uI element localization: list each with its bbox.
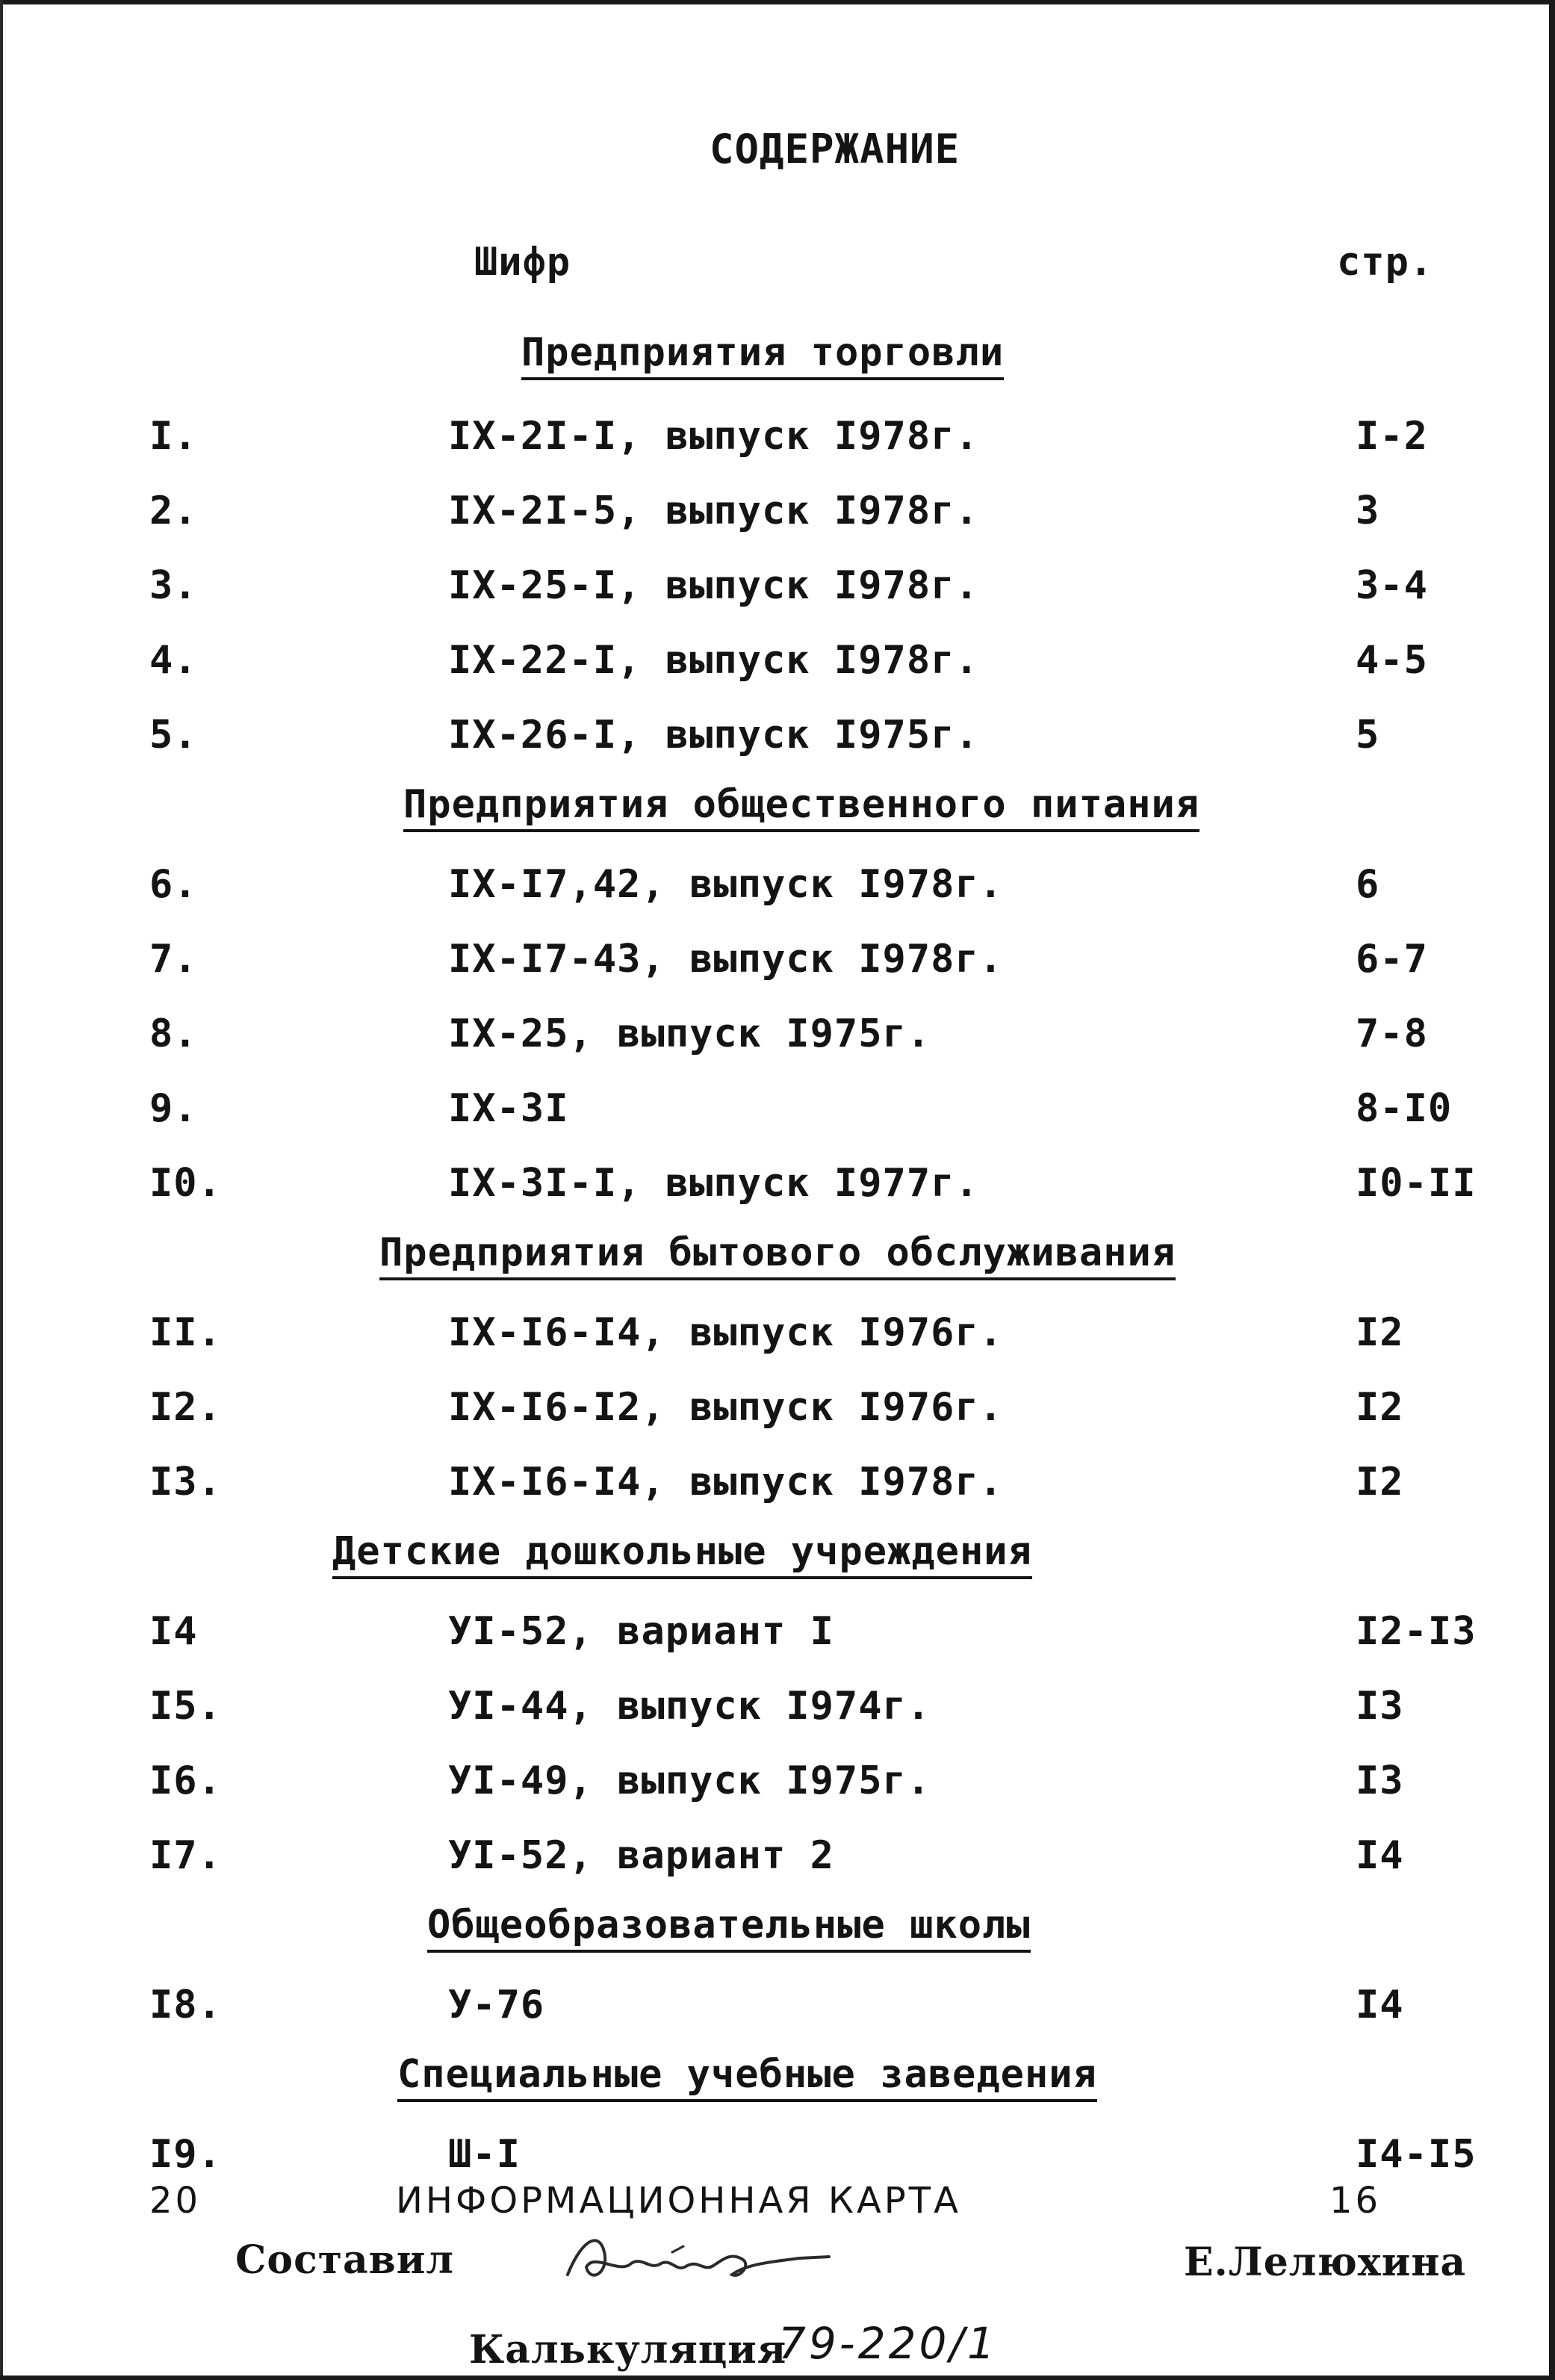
row-number: I. bbox=[149, 414, 198, 459]
row-code: Ш-I bbox=[448, 2132, 521, 2177]
row-number: 8. bbox=[149, 1011, 198, 1056]
row-number: 2. bbox=[149, 489, 198, 533]
row-number: I3. bbox=[149, 1460, 222, 1504]
row-page: I2 bbox=[1356, 1460, 1404, 1504]
row-number: I0. bbox=[149, 1161, 222, 1206]
row-page: I2-I3 bbox=[1356, 1609, 1477, 1654]
row-code: IX-2I-I, выпуск I978г. bbox=[448, 414, 979, 459]
calculation-number: 79-220/1 bbox=[778, 2318, 998, 2369]
code-column-header: Шифр bbox=[474, 240, 571, 285]
row-code: УI-52, вариант 2 bbox=[448, 1833, 834, 1878]
row-page: I-2 bbox=[1356, 414, 1428, 459]
section-heading-special-education: Специальные учебные заведения bbox=[397, 2053, 1097, 2102]
compiled-by-label: Составил bbox=[235, 2237, 455, 2283]
row-code: IX-I7-43, выпуск I978г. bbox=[448, 937, 1004, 982]
row-page: I0-II bbox=[1356, 1161, 1477, 1206]
row-number: I6. bbox=[149, 1758, 222, 1803]
row-page: I3 bbox=[1356, 1684, 1404, 1729]
row-code: IX-2I-5, выпуск I978г. bbox=[448, 489, 979, 533]
row-page: 6-7 bbox=[1356, 937, 1428, 982]
section-heading-catering: Предприятия общественного питания bbox=[403, 783, 1199, 832]
row-number: I7. bbox=[149, 1833, 222, 1878]
compiler-name: Е.Лелюхина bbox=[1184, 2240, 1467, 2285]
section-heading-consumer-services: Предприятия бытового обслуживания bbox=[379, 1231, 1176, 1280]
row-number: 6. bbox=[149, 862, 198, 907]
row-code: IX-25-I, выпуск I978г. bbox=[448, 563, 979, 608]
page-border-right bbox=[1549, 0, 1555, 2380]
row-page: I4 bbox=[1356, 1983, 1404, 2027]
page-border-bottom bbox=[0, 2376, 1555, 2380]
row-page: 3-4 bbox=[1356, 563, 1428, 608]
row-page: I2 bbox=[1356, 1385, 1404, 1430]
document-title: СОДЕРЖАНИЕ bbox=[710, 125, 960, 173]
row-page: 7-8 bbox=[1356, 1011, 1428, 1056]
page-column-header: стр. bbox=[1337, 240, 1434, 285]
calculation-label: Калькуляция bbox=[469, 2327, 787, 2373]
row-page: I3 bbox=[1356, 1758, 1404, 1803]
signature bbox=[560, 2222, 844, 2305]
row-number: 9. bbox=[149, 1086, 198, 1131]
row-code: IX-I7,42, выпуск I978г. bbox=[448, 862, 1004, 907]
row-page: 4-5 bbox=[1356, 638, 1428, 683]
page-border-top bbox=[0, 0, 1555, 4]
row-number: I4 bbox=[149, 1609, 198, 1654]
row-number: 20 bbox=[149, 2180, 202, 2222]
section-heading-preschool: Детские дошкольные учреждения bbox=[332, 1530, 1032, 1579]
row-number: I9. bbox=[149, 2132, 222, 2177]
row-page: I4 bbox=[1356, 1833, 1404, 1878]
row-number: I8. bbox=[149, 1983, 222, 2027]
row-code: IX-25, выпуск I975г. bbox=[448, 1011, 931, 1056]
row-page: 6 bbox=[1356, 862, 1380, 907]
row-code: IX-26-I, выпуск I975г. bbox=[448, 713, 979, 757]
row-code: IX-I6-I2, выпуск I976г. bbox=[448, 1385, 1004, 1430]
row-code: IX-22-I, выпуск I978г. bbox=[448, 638, 979, 683]
row-page: 16 bbox=[1329, 2180, 1382, 2222]
row-number: 3. bbox=[149, 563, 198, 608]
row-number: I2. bbox=[149, 1385, 222, 1430]
row-code: IX-3I-I, выпуск I977г. bbox=[448, 1161, 979, 1206]
row-page: I4-I5 bbox=[1356, 2132, 1477, 2177]
row-page: 5 bbox=[1356, 713, 1380, 757]
row-page: 8-I0 bbox=[1356, 1086, 1453, 1131]
row-number: II. bbox=[149, 1310, 222, 1355]
row-number: I5. bbox=[149, 1684, 222, 1729]
section-heading-trade: Предприятия торговли bbox=[521, 331, 1004, 380]
section-heading-schools: Общеобразовательные школы bbox=[427, 1903, 1031, 1953]
page-border-left bbox=[0, 0, 3, 2380]
row-code: IX-I6-I4, выпуск I976г. bbox=[448, 1310, 1004, 1355]
row-code: ИНФОРМАЦИОННАЯ КАРТА bbox=[396, 2180, 961, 2222]
row-code: УI-49, выпуск I975г. bbox=[448, 1758, 931, 1803]
row-code: У-76 bbox=[448, 1983, 545, 2027]
row-page: 3 bbox=[1356, 489, 1380, 533]
row-number: 4. bbox=[149, 638, 198, 683]
row-code: УI-44, выпуск I974г. bbox=[448, 1684, 931, 1729]
row-code: УI-52, вариант I bbox=[448, 1609, 834, 1654]
row-number: 5. bbox=[149, 713, 198, 757]
row-page: I2 bbox=[1356, 1310, 1404, 1355]
row-code: IX-I6-I4, выпуск I978г. bbox=[448, 1460, 1004, 1504]
row-code: IX-3I bbox=[448, 1086, 569, 1131]
row-number: 7. bbox=[149, 937, 198, 982]
